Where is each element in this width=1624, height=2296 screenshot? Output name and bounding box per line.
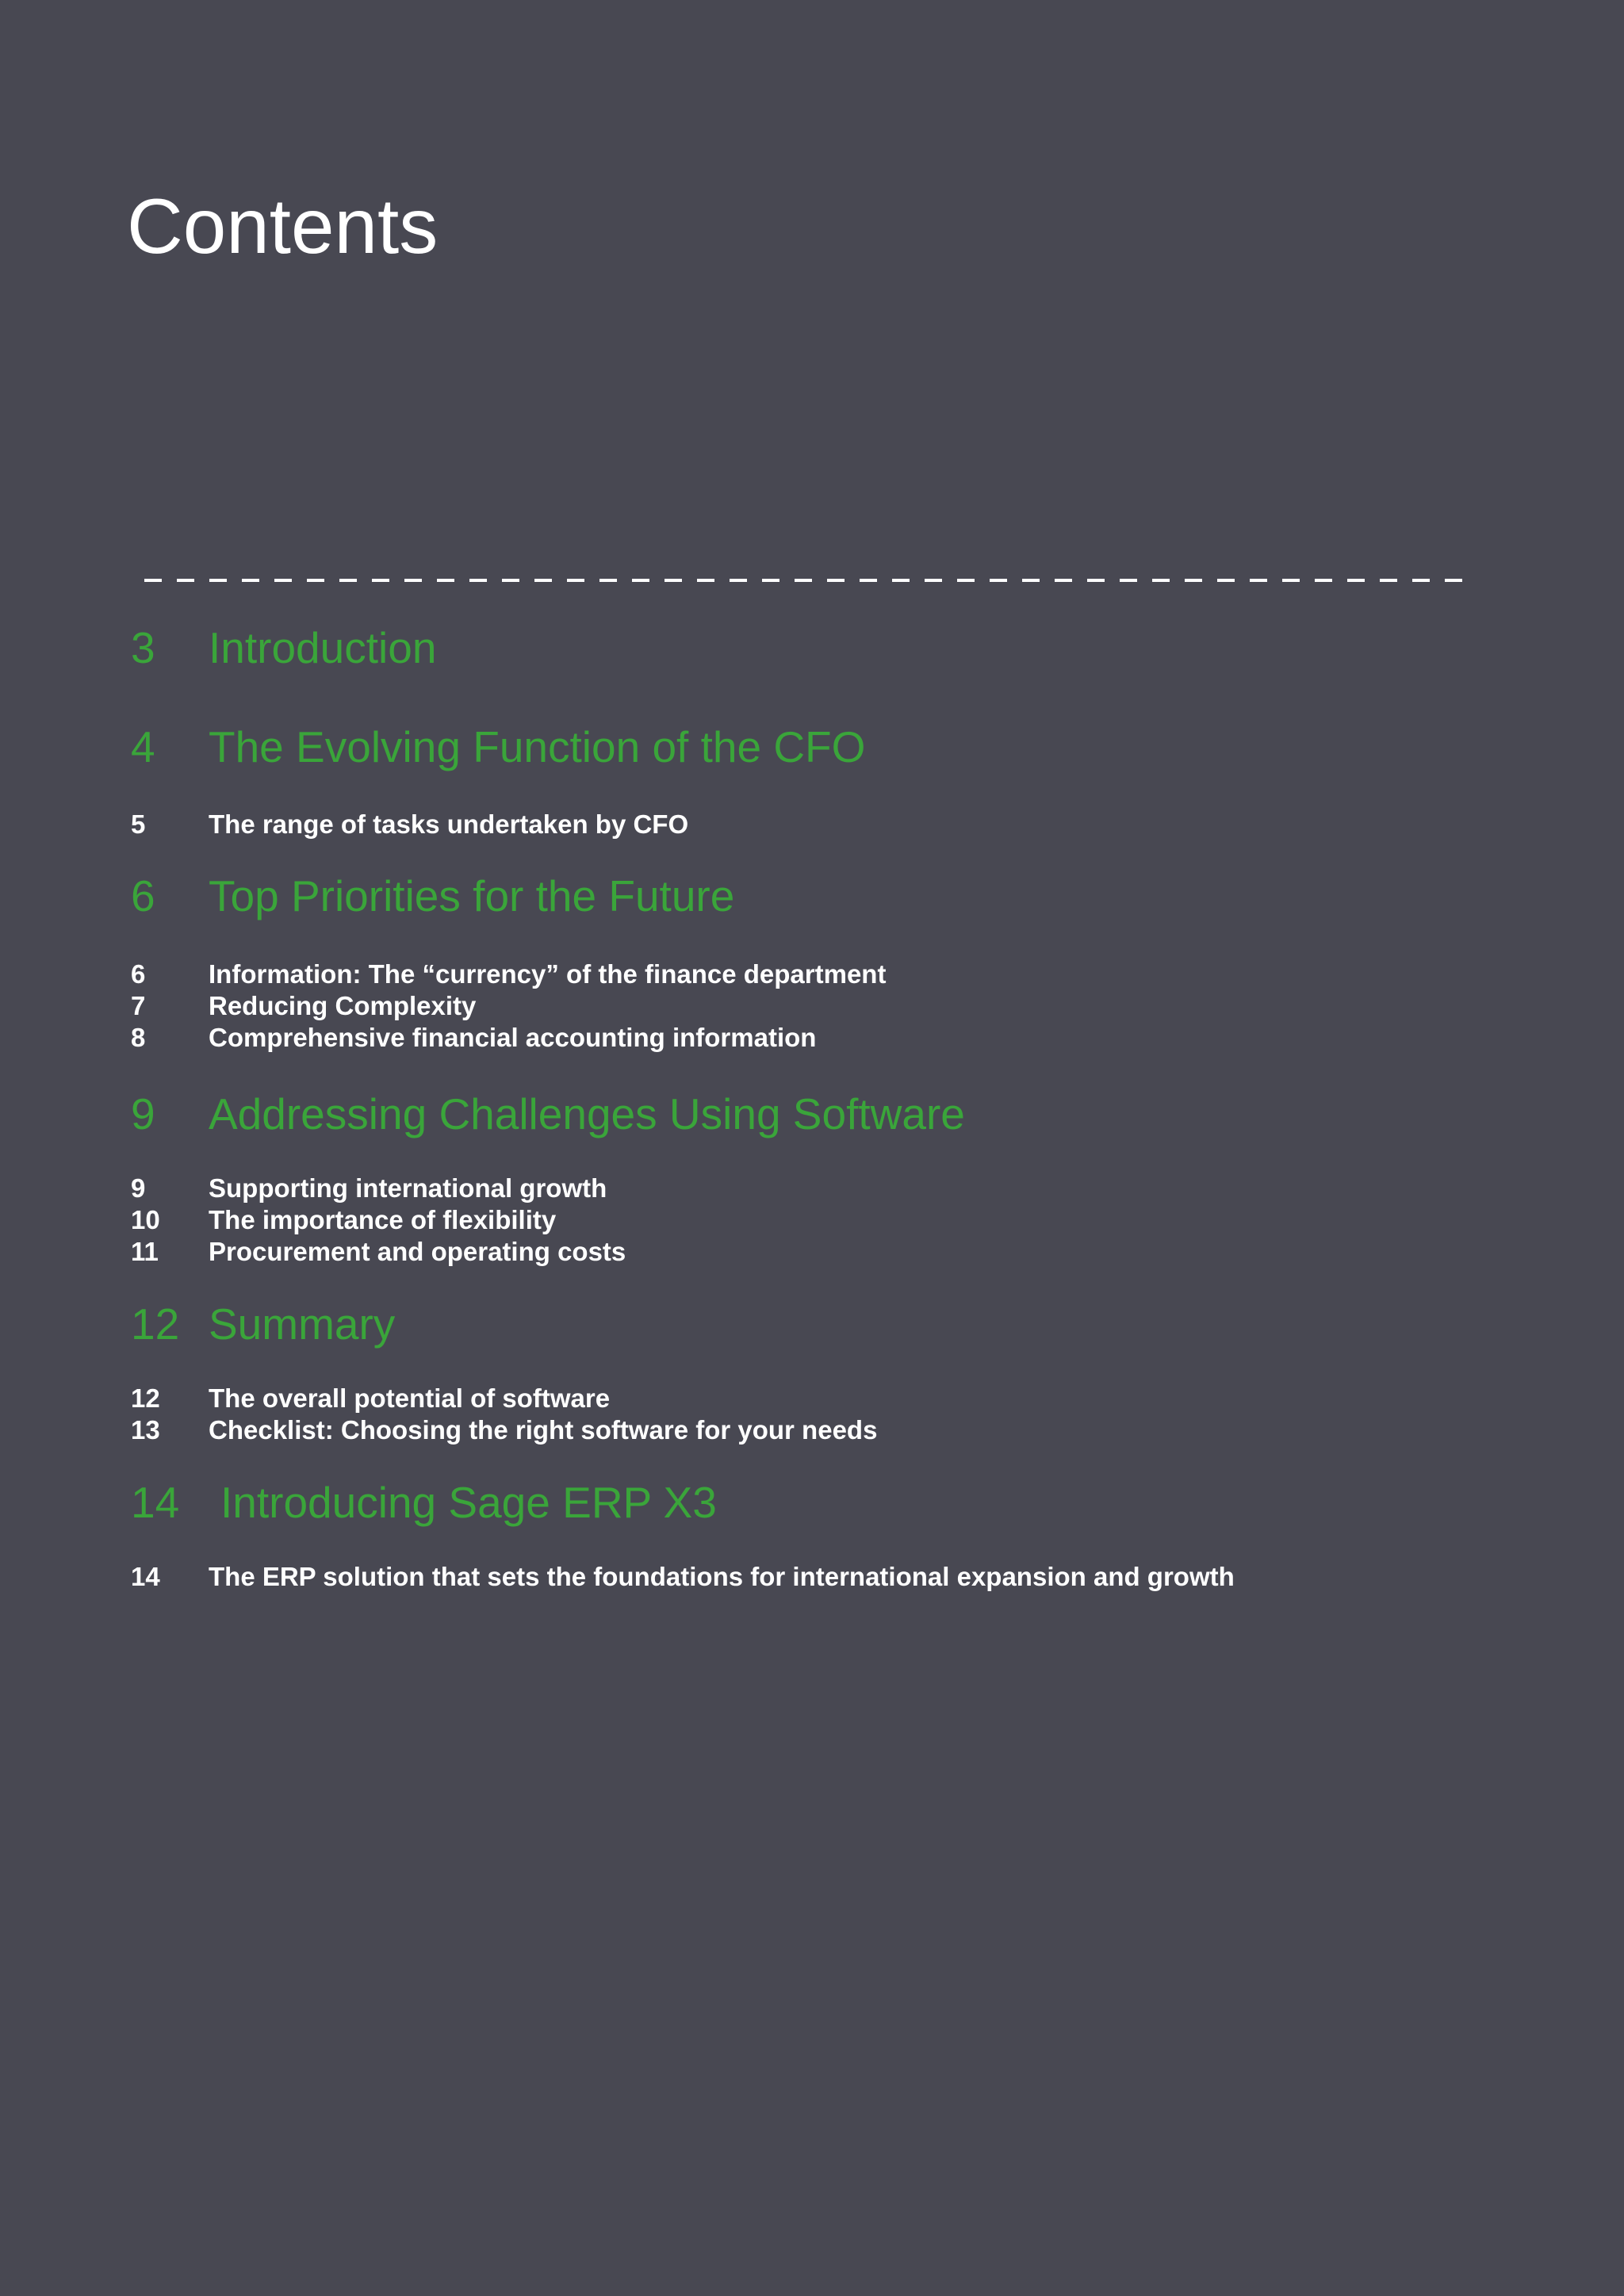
toc-subitem-page-number: 5 <box>131 809 146 839</box>
toc-subitem-title: Supporting international growth <box>209 1173 607 1203</box>
toc-subitem-title: Checklist: Choosing the right software for your needs <box>209 1415 878 1445</box>
toc-subitem-page-number: 9 <box>131 1173 146 1203</box>
toc-section-page-number: 6 <box>131 871 155 920</box>
toc-section-page-number: 12 <box>131 1299 180 1349</box>
dashed-divider <box>144 579 1473 582</box>
toc-section-page-number: 14 <box>131 1478 180 1527</box>
page-title: Contents <box>127 182 439 270</box>
toc-subitem-title: Reducing Complexity <box>209 991 477 1020</box>
toc-section-title: Top Priorities for the Future <box>209 871 735 920</box>
toc-section-page-number: 3 <box>131 623 155 672</box>
toc-subitem-title: Comprehensive financial accounting information <box>209 1023 817 1052</box>
toc-subitem-page-number: 6 <box>131 959 146 989</box>
toc-subitem-page-number: 13 <box>131 1415 160 1445</box>
toc-subitem-title: Procurement and operating costs <box>209 1237 626 1266</box>
toc-subitem-page-number: 11 <box>131 1237 159 1266</box>
toc-section-title: Introducing Sage ERP X3 <box>220 1478 717 1527</box>
toc-section-title: Introduction <box>209 623 437 672</box>
toc-section-title: Summary <box>209 1299 396 1349</box>
toc-section-title: The Evolving Function of the CFO <box>209 722 866 771</box>
toc-subitem-title: The overall potential of software <box>209 1383 611 1413</box>
toc-subitem-page-number: 7 <box>131 991 146 1020</box>
toc-subitem-page-number: 8 <box>131 1023 146 1052</box>
toc-section-page-number: 9 <box>131 1089 155 1138</box>
toc-section-title: Addressing Challenges Using Software <box>209 1089 965 1138</box>
toc-subitem-page-number: 10 <box>131 1205 160 1234</box>
toc-subitem-page-number: 12 <box>131 1383 160 1413</box>
toc-subitem-title: Information: The “currency” of the finance department <box>209 959 887 989</box>
toc-subitem-title: The ERP solution that sets the foundations for international expansion and growth <box>209 1562 1235 1591</box>
toc-section-page-number: 4 <box>131 722 155 771</box>
toc-subitem-title: The importance of flexibility <box>209 1205 557 1234</box>
toc-subitem-page-number: 14 <box>131 1562 160 1591</box>
toc-subitem-title: The range of tasks undertaken by CFO <box>209 809 689 839</box>
